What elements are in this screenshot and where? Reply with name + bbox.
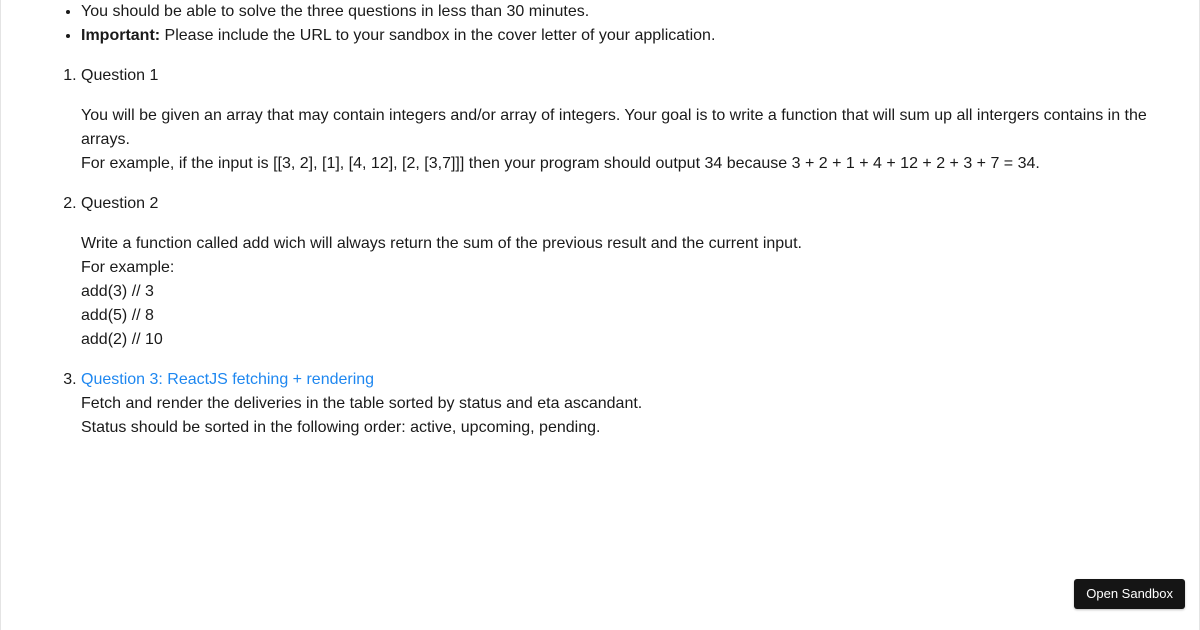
question-2-body bbox=[81, 232, 1169, 352]
questions-list bbox=[41, 64, 1169, 440]
question-3-paragraph-2: Status should be sorted in the following order: active, upcoming, pending. bbox=[81, 419, 601, 436]
list-item bbox=[81, 24, 1169, 48]
question-item-1 bbox=[81, 64, 1169, 176]
question-item-2 bbox=[81, 192, 1169, 352]
notes-list bbox=[41, 0, 1169, 48]
question-item-3 bbox=[81, 368, 1169, 440]
note-text: You should be able to solve the three questions in less than 30 minutes. bbox=[81, 3, 590, 20]
list-item bbox=[81, 0, 1169, 24]
document-content bbox=[41, 0, 1169, 444]
question-1-title: 1. Question 1 bbox=[81, 67, 159, 84]
question-1-paragraph-1: You will be given an array that may contain integers and/or array of integers. Your goal is to write a function that will sum up all intergers contains in the arrays. bbox=[81, 107, 1147, 148]
note-lead: Important: bbox=[81, 27, 161, 44]
note-text: Please include the URL to your sandbox in the cover letter of your application. bbox=[160, 27, 716, 44]
question-2-title: 2. Question 2 bbox=[81, 195, 159, 212]
question-1-paragraph-2: For example, if the input is [[3, 2], [1], [4, 12], [2, [3,7]]] then your program should output 34 because 3 + 2 + 1 + 4 + 12 + 2 + 3 + 7 = 34. bbox=[81, 155, 1040, 172]
question-2-example-3: add(2) // 10 bbox=[81, 331, 163, 348]
question-2-paragraph-2: For example: bbox=[81, 259, 175, 276]
question-2-example-1: add(3) // 3 bbox=[81, 283, 154, 300]
question-2-paragraph-1: Write a function called add wich will always return the sum of the previous result and the current input. bbox=[81, 235, 802, 252]
question-1-body bbox=[81, 104, 1169, 176]
open-sandbox-button[interactable]: Open Sandbox bbox=[1074, 579, 1185, 609]
question-2-example-2: add(5) // 8 bbox=[81, 307, 154, 324]
question-3-body bbox=[81, 392, 1169, 440]
question-3-paragraph-1: Fetch and render the deliveries in the table sorted by status and eta ascandant. bbox=[81, 395, 643, 412]
question-3-link[interactable]: Question 3: ReactJS fetching + rendering bbox=[81, 371, 375, 388]
